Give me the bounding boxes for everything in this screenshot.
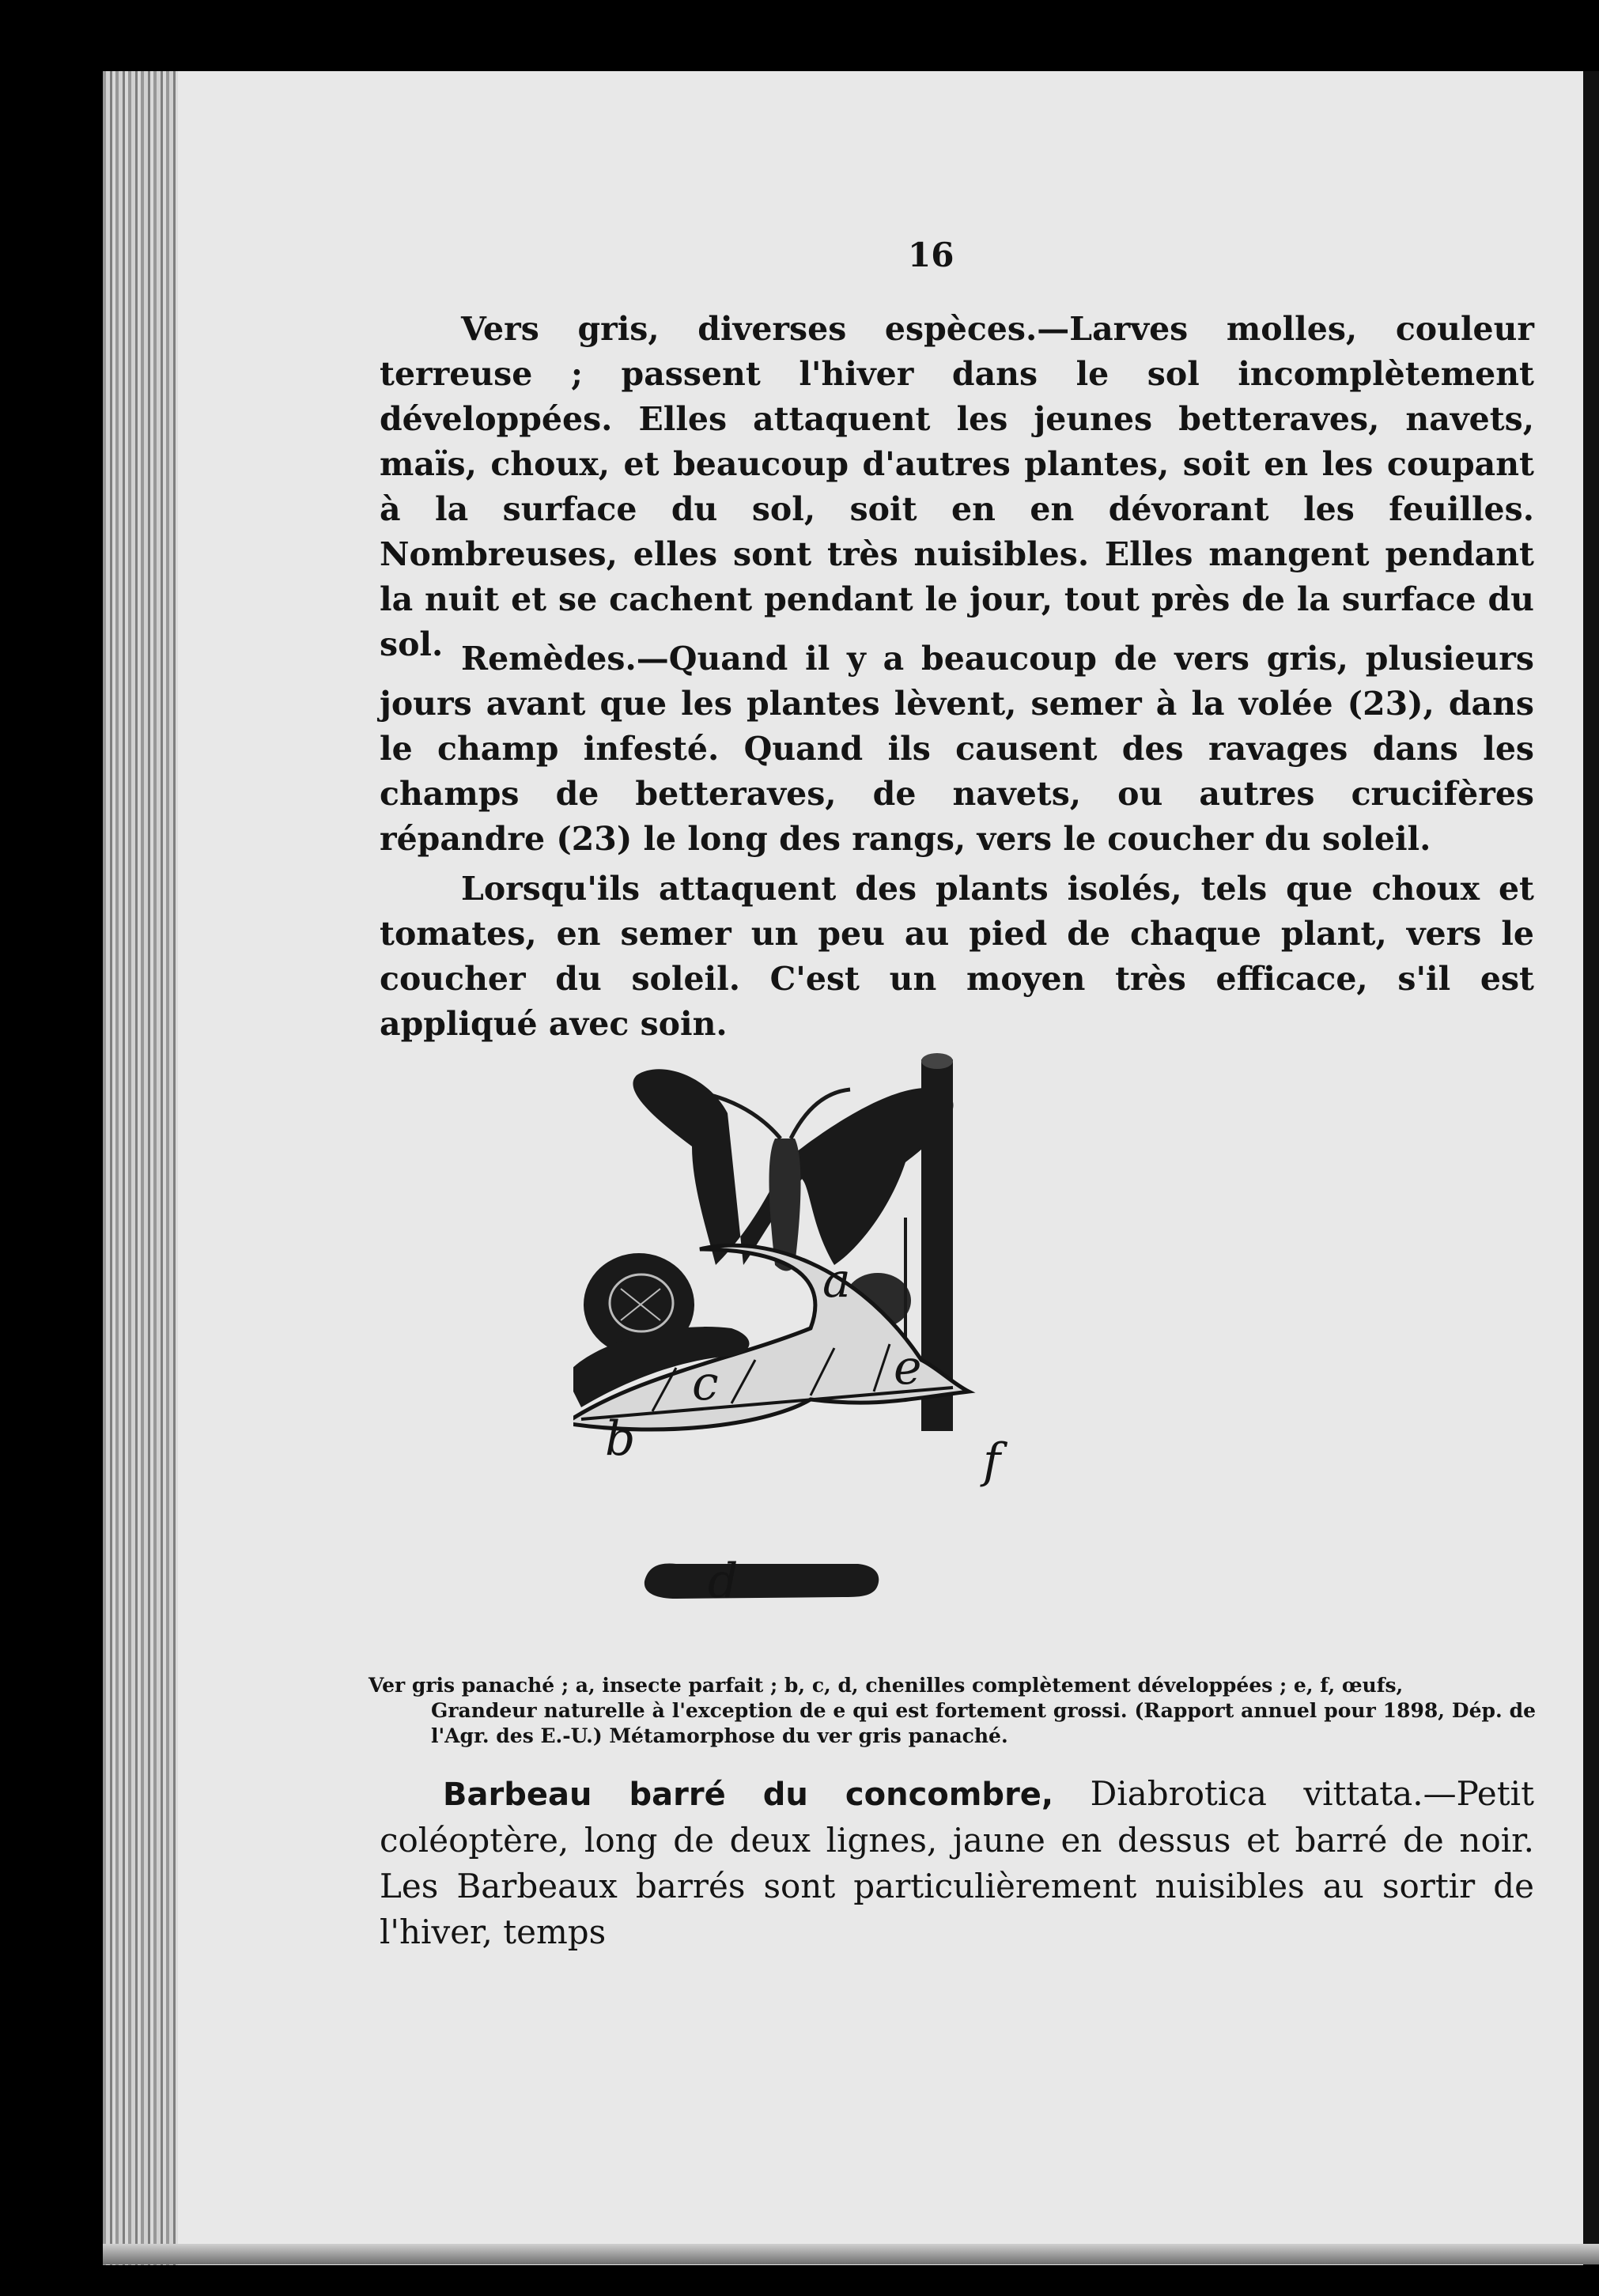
caption-line-2: Grandeur naturelle à l'exception de e qui est fortement grossi. (Rapport annuel pour 1898, Dép. de l'Agr. des E.-U.) Métamorphose du ver gris panaché. [431,1699,1536,1747]
page-bottom-edge [103,2244,1599,2264]
paragraph-body: Diabrotica vittata.—Petit coléoptère, long de deux lignes, jaune en dessus et barré de noir. Les Barbeaux barrés sont particulièrement nuisibles au sortir de l'hiver, temps [380,1774,1534,1951]
figure-caption [369,1673,1536,1749]
paragraph-heading: Remèdes. [461,640,637,678]
figure-label-d: d [708,1554,739,1609]
paragraph-body: —Quand il y a beaucoup de vers gris, plusieurs jours avant que les plantes lèvent, semer à la volée (23), dans le champ infesté. Quand ils causent des ravages dans les champs de betteraves, de navets, ou autres crucifères répandre (23) le long des rangs, vers le coucher du soleil. [380,640,1534,858]
paragraph-heading: Vers gris, diverses espèces. [461,310,1038,348]
figure-label-c: c [692,1356,719,1411]
caterpillar-straight-drawing [645,1564,879,1599]
figure-label-a: a [822,1253,851,1308]
paragraph-heading: Barbeau barré du concombre, [443,1777,1054,1813]
figure-label-e: e [894,1340,922,1395]
page-stack-edges [103,71,178,2265]
figure-label-b: b [605,1411,636,1467]
figure-label-f: f [983,1433,1001,1489]
paragraph-barbeau [380,1771,1534,1955]
paragraph-vers-gris [380,307,1534,667]
cutworm-illustration [573,1028,1325,1637]
engraving-svg [573,1028,1325,1637]
paragraph-body: Lorsqu'ils attaquent des plants isolés, tels que choux et tomates, en semer un peu au pied de chaque plant, vers le coucher du soleil. C'est un moyen très efficace, s'il est appliqué avec soin. [380,870,1534,1043]
page-right-shadow [1583,71,1599,2265]
paragraph-remedes [380,636,1534,862]
paragraph-body: —Larves molles, couleur terreuse ; passent l'hiver dans le sol incomplètement développées. Elles attaquent les jeunes betteraves, navets, maïs, choux, et beaucoup d'autres plantes, soit en les coupant à la surface du sol, soit en en dévorant les feuilles. Nombreuses, elles sont très nuisibles. Elles mangent pendant la nuit et se cachent pendant le jour, tout près de la surface du sol. [380,310,1535,663]
paragraph-plants-isoles [380,867,1534,1047]
page-number: 16 [908,236,954,274]
caption-line-1: Ver gris panaché ; a, insecte parfait ; b, c, d, chenilles complètement développées ; e, f, œufs, [369,1674,1404,1697]
